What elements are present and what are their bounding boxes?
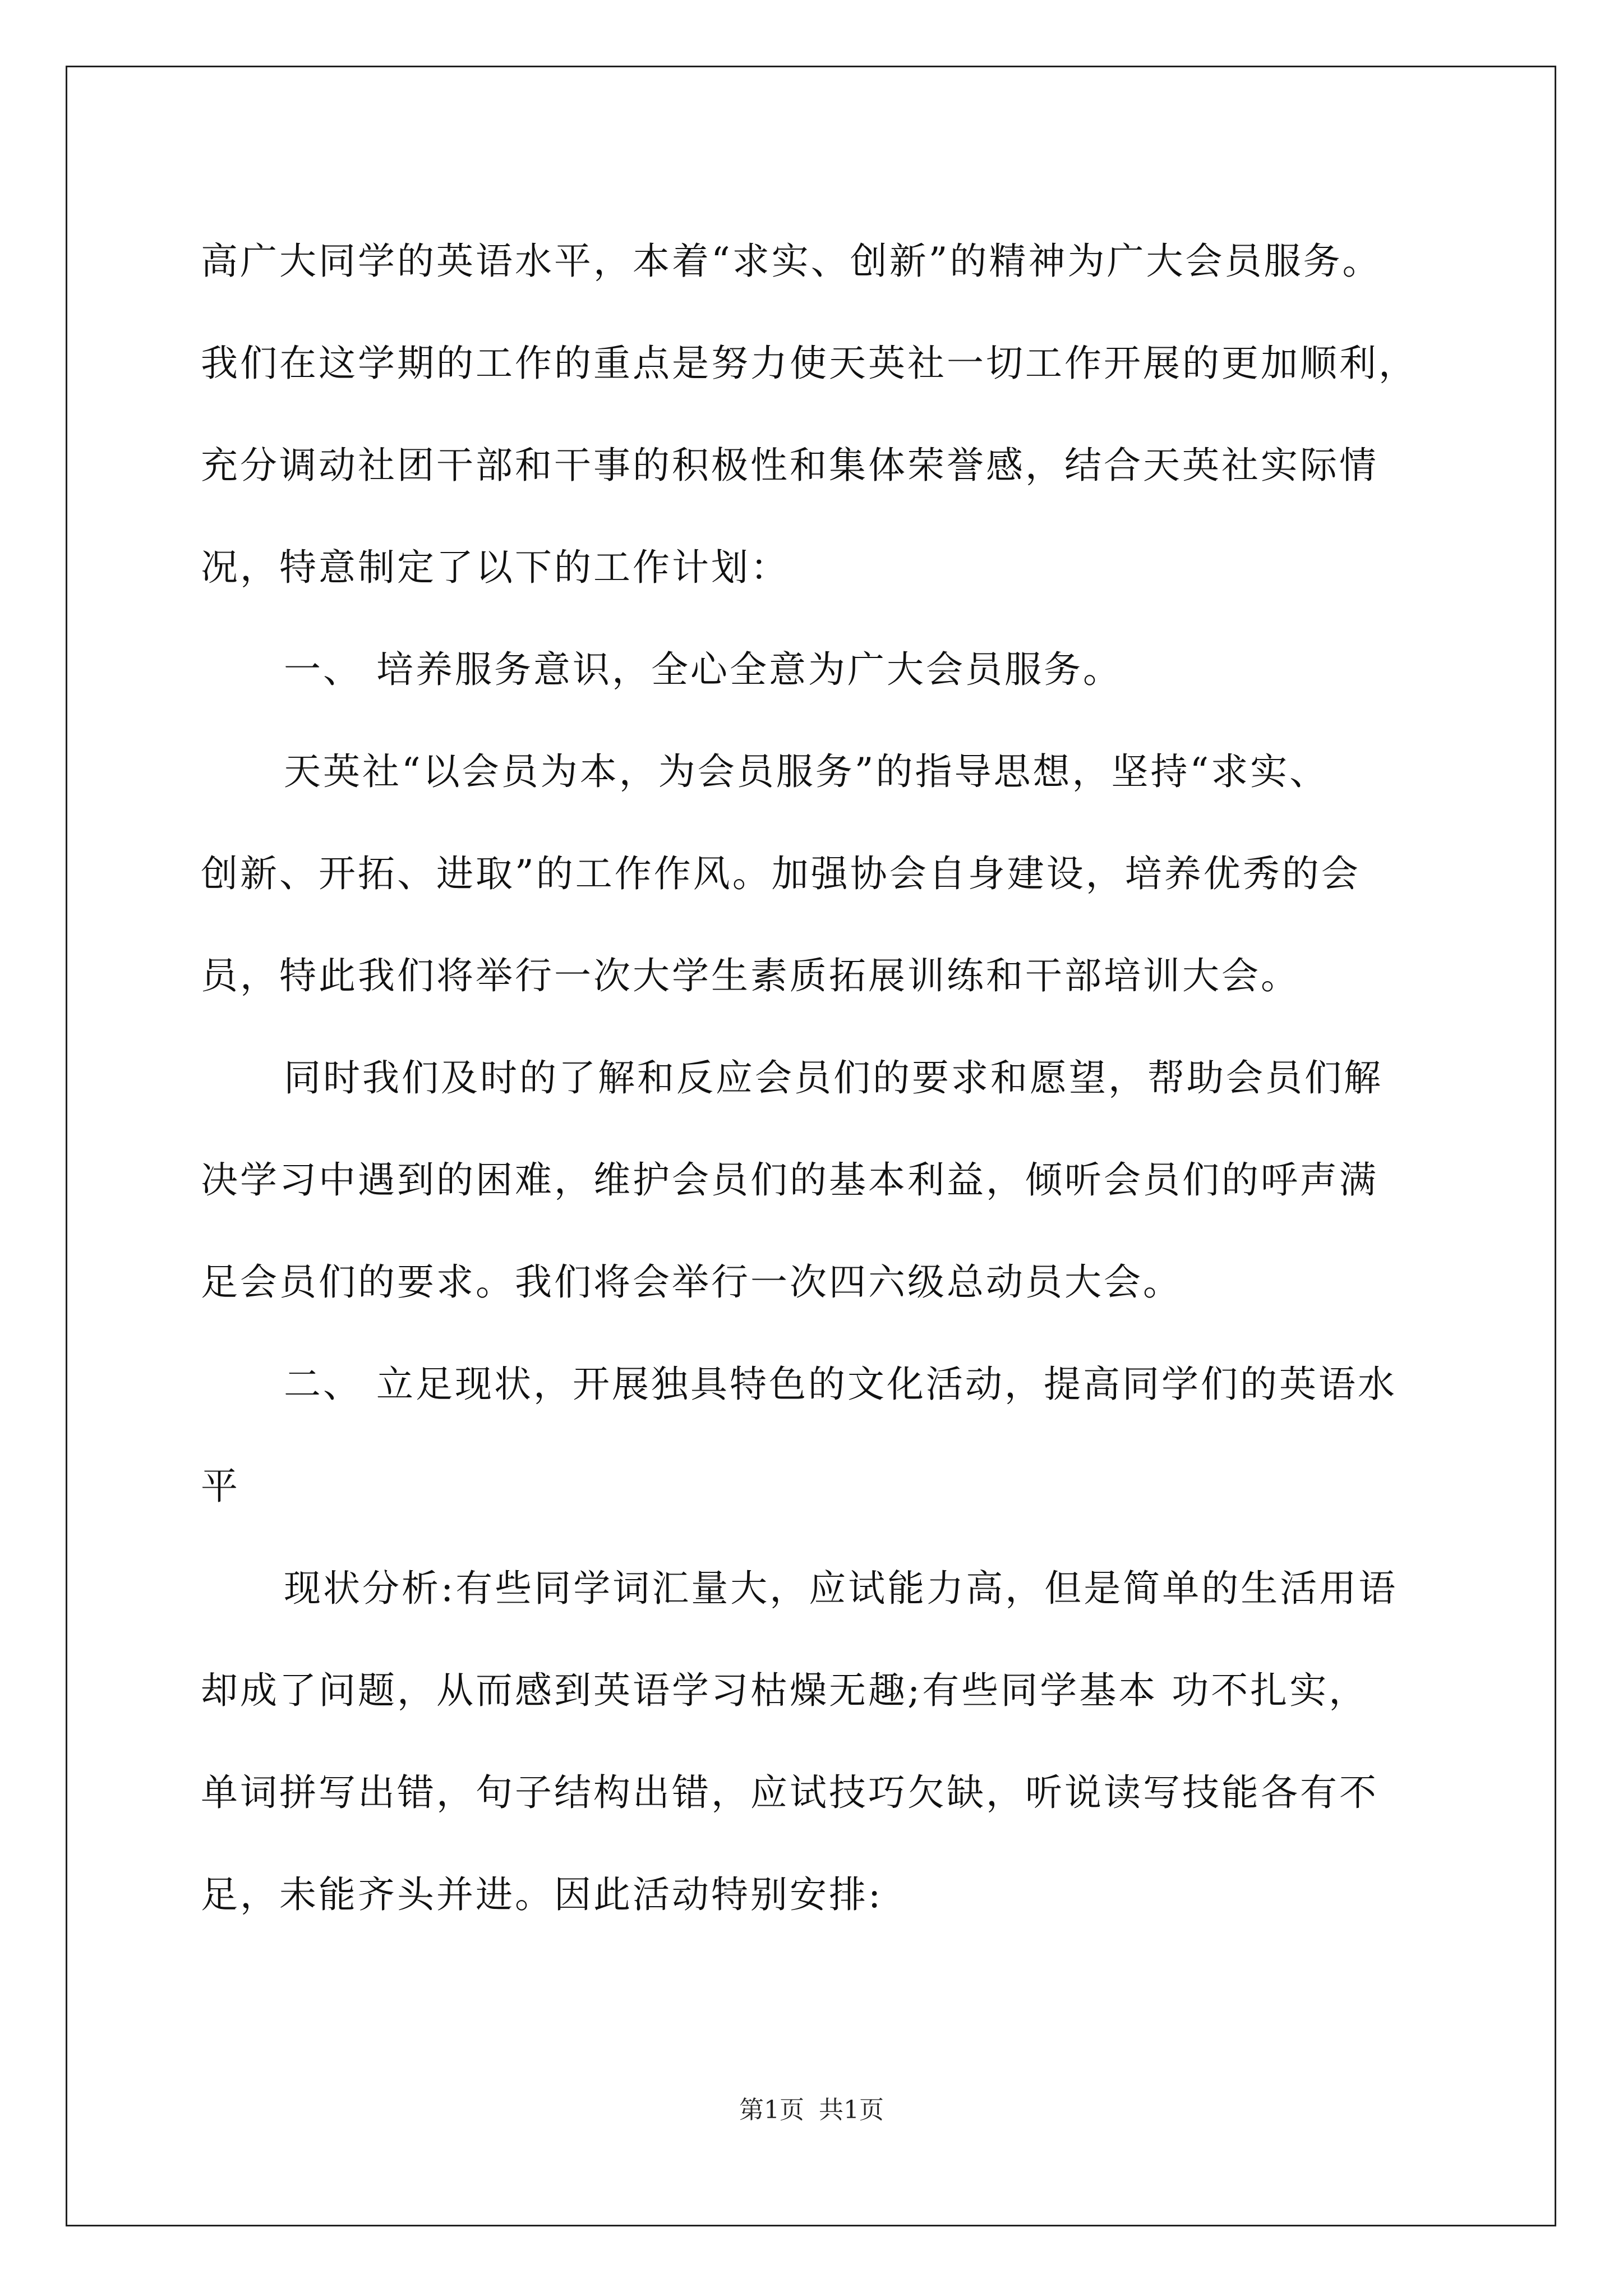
text-line-6: 天英社“以会员为本，为会员服务”的指导思想，坚持“求实、 [284,750,1329,793]
text-line-15: 却成了问题，从而感到英语学习枯燥无趣;有些同学基本 功不扎实， [201,1669,1368,1712]
text-line-3: 充分调动社团干部和干事的积极性和集体荣誉感，结合天英社实际情 [201,444,1378,487]
text-line-16: 单词拼写出错，句子结构出错，应试技巧欠缺，听说读写技能各有不 [201,1771,1378,1814]
section-heading-2: 二、 立足现状，开展独具特色的文化活动，提高同学们的英语水 [284,1363,1397,1406]
document-body [201,210,1446,1946]
page-footer [0,2090,1623,2125]
text-line-2: 我们在这学期的工作的重点是努力使天英社一切工作开展的更加顺利， [201,342,1418,385]
text-line-11: 足会员们的要求。我们将会举行一次四六级总动员大会。 [201,1260,1182,1304]
text-line-8: 员，特此我们将举行一次大学生素质拓展训练和干部培训大会。 [201,954,1300,997]
text-line-4: 况，特意制定了以下的工作计划： [201,546,790,589]
text-line-17: 足，未能齐头并进。因此活动特别安排: [201,1873,883,1916]
text-line-10: 决学习中遇到的困难，维护会员们的基本利益，倾听会员们的呼声满 [201,1158,1378,1202]
text-line-7: 创新、开拓、进取”的工作作风。加强协会自身建设，培养优秀的会 [201,852,1361,895]
page-number: 第1页 [739,2096,804,2124]
page-total: 共1页 [819,2096,884,2124]
text-line-14: 现状分析:有些同学词汇量大，应试能力高，但是简单的生活用语 [284,1567,1398,1610]
section-heading-1: 一、 培养服务意识，全心全意为广大会员服务。 [284,648,1122,691]
text-line-9: 同时我们及时的了解和反应会员们的要求和愿望，帮助会员们解 [284,1056,1383,1099]
text-line-13: 平 [201,1465,240,1508]
text-line-1: 高广大同学的英语水平，本着“求实、创新”的精神为广大会员服务。 [201,240,1382,283]
